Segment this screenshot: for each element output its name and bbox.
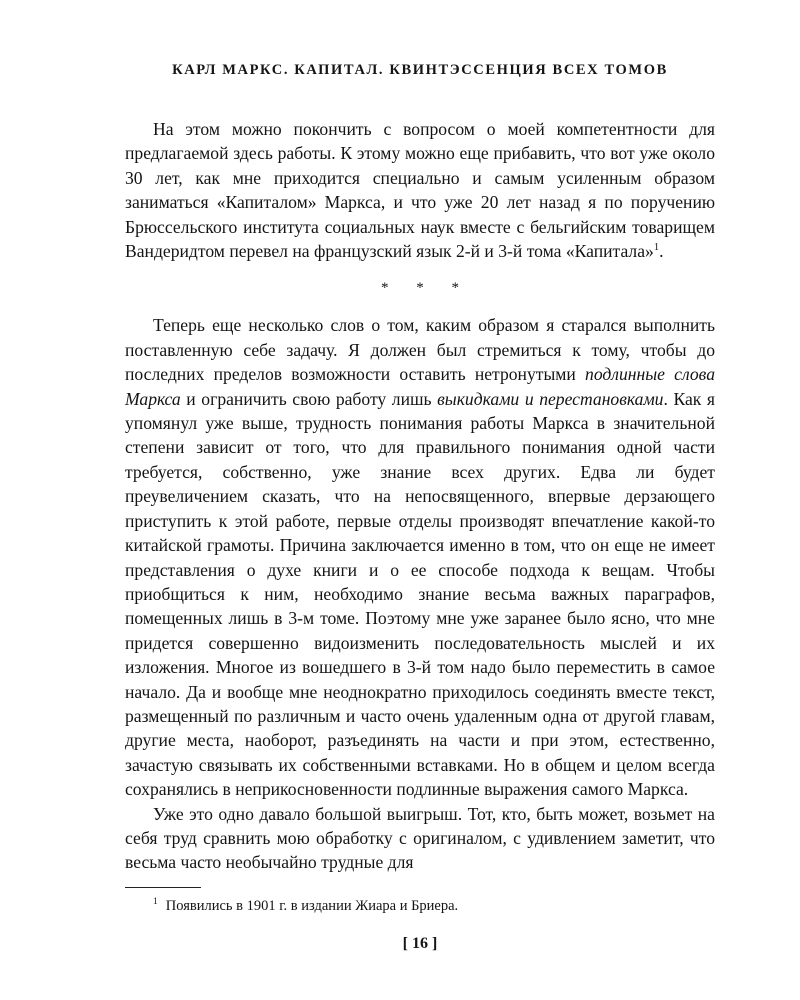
- footnote-text: Появились в 1901 г. в издании Жиара и Бриера.: [165, 897, 459, 914]
- paragraph-2-part-3: . Как я упомянул уже выше, трудность понимания работы Маркса в значительной степени зависит от того, что для правильного понимания одной части требуется, собственно, уже знание всех других. Едва ли будет преувеличением сказать, что на непосвященного, впервые дерзающего приступить к этой работе, первые отделы производят впечатление какой-то китайской грамоты. Причина заключается именно в том, что он еще не имеет представления о духе книги и о ее способе подхода к вещам. Чтобы приобщиться к ним, необходимо знание весьма важных параграфов, помещенных лишь в 3-м томе. Поэтому мне уже заранее было ясно, что мне придется совершенно видоизменить последовательность мыслей и их изложения. Многое из вошедшего в 3-й том надо было переместить в самое начало. Да и вообще мне неоднократно приходилось соединять вместе текст, размещенный по различным и часто очень удаленным одна от другой главам, другие места, наоборот, разъединять на части и при этом, естественно, зачастую связывать их собственными вставками. Но в общем и целом всегда сохранялись в неприкосновенности подлинные выражения самого Маркса.: [125, 388, 716, 800]
- footnote-divider: [125, 887, 201, 888]
- paragraph-1-text: На этом можно покончить с вопросом о моей компетентности для предлагаемой здесь работы. К этому можно еще прибавить, что вот уже около 30 лет, как мне приходится специально и самым усиленным образом заниматься «Капиталом» Маркса, и что уже 20 лет назад я по поручению Брюссельского института социальных наук вместе с бельгийским товарищем Вандеридтом перевел на французский язык 2-й и 3-й тома «Капитала»: [125, 119, 715, 262]
- footnote-reference: 1: [653, 242, 660, 254]
- paragraph-1-end: .: [659, 241, 664, 262]
- footnote: [153, 897, 715, 915]
- page-number: [ 16 ]: [402, 934, 438, 952]
- paragraph-2-italic-1: подлинные слова Маркса: [125, 364, 715, 409]
- paragraph-1: [125, 117, 715, 263]
- paragraph-2-part-2: и ограничить свою работу лишь: [180, 388, 438, 409]
- section-separator: * * *: [381, 280, 471, 297]
- footnote-mark: 1: [153, 896, 158, 907]
- book-page: [125, 62, 715, 953]
- paragraph-3: [125, 802, 715, 875]
- paragraph-2-part-1: Теперь еще несколько слов о том, каким образом я старался выполнить поставленную себе задачу. Я должен был стремиться к тому, чтобы до последних пределов возможности оставить нетронутыми: [125, 315, 715, 385]
- paragraph-2-italic-2: выкидками и перестановками: [437, 388, 664, 409]
- running-head: КАРЛ МАРКС. КАПИТАЛ. КВИНТЭССЕНЦИЯ ВСЕХ ТОМОВ: [172, 62, 668, 78]
- paragraph-2: [125, 313, 715, 801]
- paragraph-3-text: Уже это одно давало большой выигрыш. Тот, кто, быть может, возьмет на себя труд сравнить мою обработку с оригиналом, с удивлением заметит, что весьма часто необычайно трудные для: [125, 803, 715, 873]
